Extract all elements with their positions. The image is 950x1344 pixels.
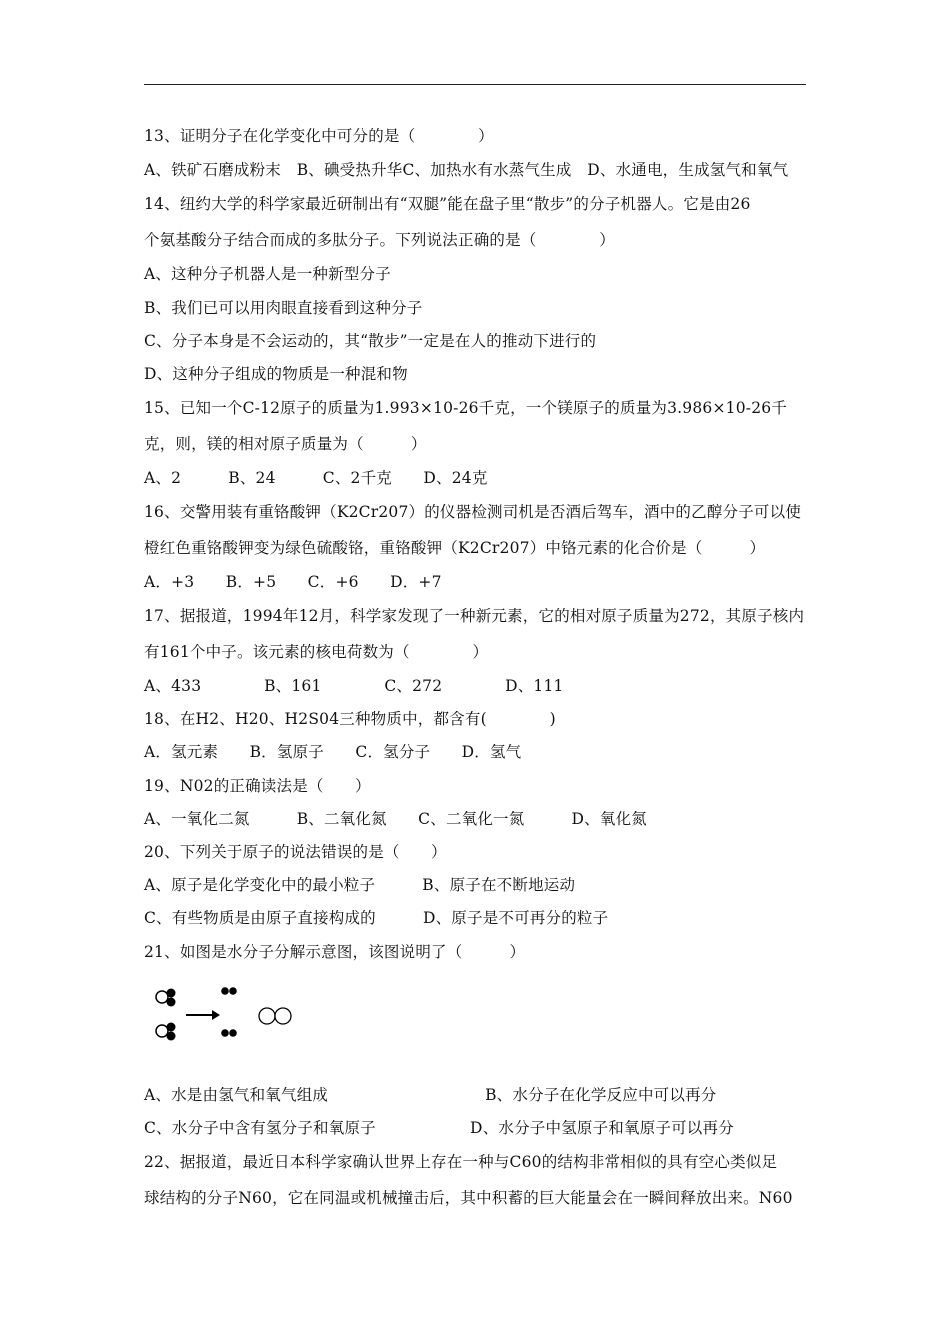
water-molecule-icon: [156, 989, 176, 1007]
q14-stem-line1: 14、纽约大学的科学家最近研制出有“双腿”能在盘子里“散步”的分子机器人。它是由26: [144, 195, 751, 213]
q14-option-d: D、这种分子组成的物质是一种混和物: [144, 365, 408, 383]
q20-options-ab: A、原子是化学变化中的最小粒子 B、原子在不断地运动: [144, 876, 576, 894]
q21-options-cd: C、水分子中含有氢分子和氧原子 D、水分子中氢原子和氧原子可以再分: [144, 1119, 734, 1137]
q17-options: A、433 B、161 C、272 D、111: [144, 677, 564, 695]
q17-stem-line2: 有161个中子。该元素的核电荷数为（ ）: [144, 643, 489, 661]
q18-stem: 18、在H2、H20、H2S04三种物质中，都含有( ): [144, 710, 556, 728]
q15-stem-line1: 15、已知一个C-12原子的质量为1.993×10-26千克，一个镁原子的质量为3.986×10-26千: [144, 399, 788, 417]
q15-stem-line2: 克，则，镁的相对原子质量为（ ）: [144, 435, 427, 453]
q16-options: A．+3 B．+5 C．+6 D．+7: [144, 573, 442, 591]
q20-options-cd: C、有些物质是由原子直接构成的 D、原子是不可再分的粒子: [144, 909, 609, 927]
q18-options: A．氢元素 B．氢原子 C．氢分子 D．氢气: [144, 743, 522, 761]
oxygen-molecule-icon: [259, 1008, 291, 1024]
water-molecule-icon: [156, 1023, 176, 1041]
q14-option-c: C、分子本身是不会运动的，其“散步”一定是在人的推动下进行的: [144, 332, 597, 350]
q17-stem-line1: 17、据报道，1994年12月，科学家发现了一种新元素，它的相对原子质量为272，其原子核内: [144, 607, 805, 625]
hydrogen-molecule-icon: [221, 1029, 237, 1037]
q16-stem-line2: 橙红色重铬酸钾变为绿色硫酸铬，重铬酸钾（K2Cr207）中铬元素的化合价是（ ）: [144, 539, 766, 557]
water-decomposition-diagram: [150, 980, 310, 1050]
reaction-arrow-icon: [186, 1010, 220, 1020]
q14-option-a: A、这种分子机器人是一种新型分子: [144, 265, 391, 283]
q14-stem-line2: 个氨基酸分子结合而成的多肽分子。下列说法正确的是（ ）: [144, 231, 616, 249]
q21-stem: 21、如图是水分子分解示意图，该图说明了（ ）: [144, 943, 526, 961]
q15-options: A、2 B、24 C、2千克 D、24克: [144, 469, 488, 487]
q19-options: A、一氧化二氮 B、二氧化氮 C、二氧化一氮 D、氧化氮: [144, 810, 647, 828]
q20-stem: 20、下列关于原子的说法错误的是（ ）: [144, 843, 447, 861]
q22-stem-line2: 球结构的分子N60，它在同温或机械撞击后，其中积蓄的巨大能量会在一瞬间释放出来。N60: [144, 1189, 793, 1207]
q13-options: A、铁矿石磨成粉末 B、碘受热升华C、加热水有水蒸气生成 D、水通电，生成氢气和氧气: [144, 161, 789, 179]
q22-stem-line1: 22、据报道，最近日本科学家确认世界上存在一种与C60的结构非常相似的具有空心类似足: [144, 1153, 778, 1171]
q14-option-b: B、我们已可以用肉眼直接看到这种分子: [144, 299, 423, 317]
q21-options-ab: A、水是由氢气和氧气组成 B、水分子在化学反应中可以再分: [144, 1086, 717, 1104]
hydrogen-molecule-icon: [221, 987, 237, 995]
q16-stem-line1: 16、交警用装有重铬酸钾（K2Cr207）的仪器检测司机是否酒后驾车，酒中的乙醇分子可以使: [144, 503, 802, 521]
q13-stem: 13、证明分子在化学变化中可分的是（ ）: [144, 127, 494, 145]
header-rule: [144, 84, 806, 85]
q19-stem: 19、N02的正确读法是（ ）: [144, 777, 371, 795]
